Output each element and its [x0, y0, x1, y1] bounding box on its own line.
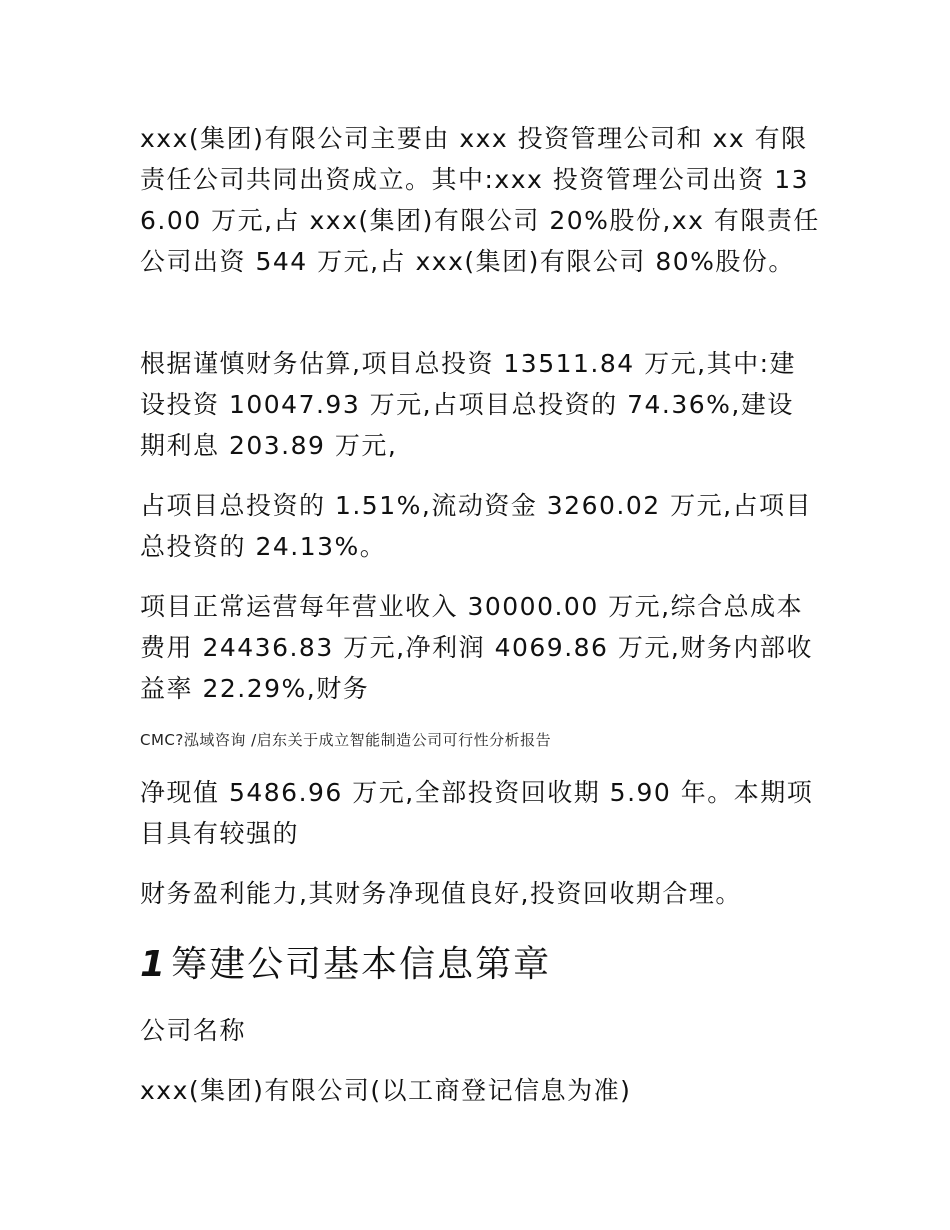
company-name-label: 公司名称: [140, 1016, 247, 1045]
working-capital-paragraph: 占项目总投资的 1.51%,流动资金 3260.02 万元,占项目总投资的 24.13%。: [140, 491, 813, 561]
company-name-value: xxx(集团)有限公司(以工商登记信息为准): [140, 1076, 632, 1105]
shareholder-paragraph: xxx(集团)有限公司主要由 xxx 投资管理公司和 xx 有限责任公司共同出资成立。其中:xxx 投资管理公司出资 136.00 万元,占 xxx(集团)有限公司 20%股份,xx 有限责任公司出资 544 万元,占 xxx(集团)有限公司 80%股份。: [140, 124, 820, 276]
chapter-title: 筹建公司基本信息第章: [171, 944, 552, 985]
chapter-number: 1: [140, 944, 168, 985]
chapter-heading: [140, 938, 820, 992]
investment-paragraph: 根据谨慎财务估算,项目总投资 13511.84 万元,其中:建设投资 10047.93 万元,占项目总投资的 74.36%,建设期利息 203.89 万元,: [140, 349, 796, 460]
running-header: CMC?泓域咨询 /启东关于成立智能制造公司可行性分析报告: [140, 731, 552, 749]
profitability-paragraph: 财务盈利能力,其财务净现值良好,投资回收期合理。: [140, 879, 742, 908]
revenue-paragraph: 项目正常运营每年营业收入 30000.00 万元,综合总成本费用 24436.83 万元,净利润 4069.86 万元,财务内部收益率 22.29%,财务: [140, 592, 813, 703]
npv-paragraph: 净现值 5486.96 万元,全部投资回收期 5.90 年。本期项目具有较强的: [140, 778, 814, 848]
